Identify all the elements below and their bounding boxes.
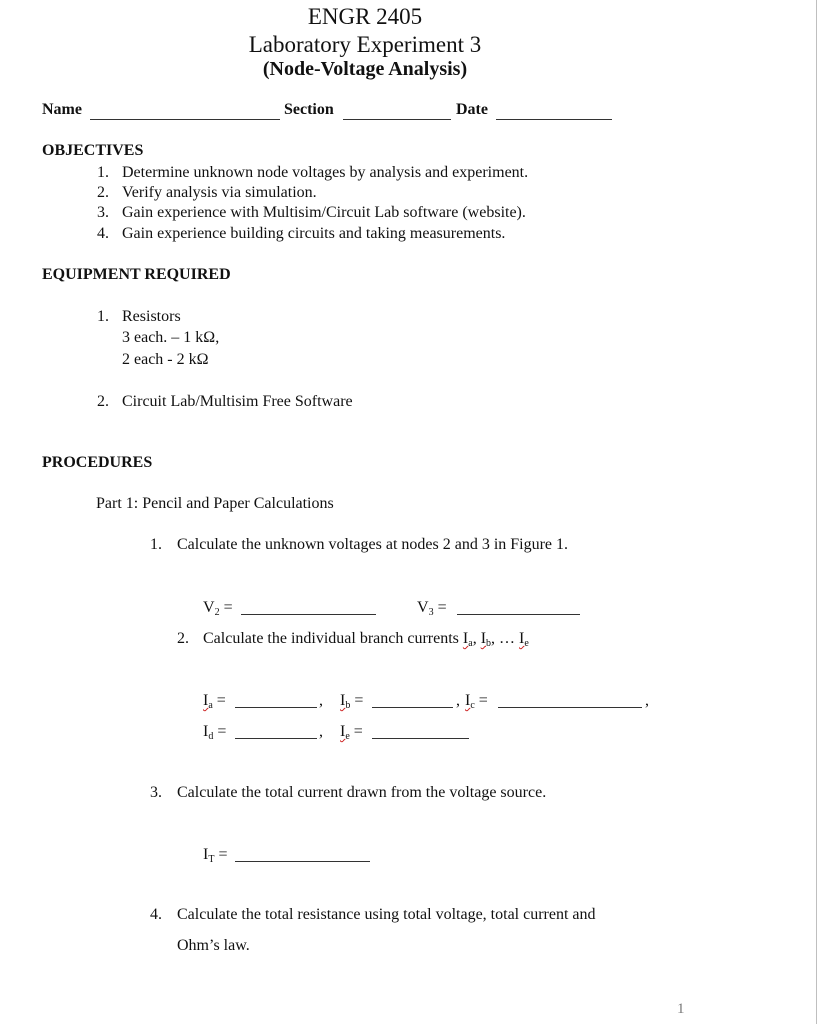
step-text-cont: Ohm’s law. [177, 937, 250, 954]
comma: , [456, 692, 460, 709]
page-number: 1 [677, 1001, 685, 1017]
ia-label: $I_a$ = [203, 692, 226, 711]
date-label: Date [456, 101, 488, 118]
lab-subtitle: (Node-Voltage Analysis) [262, 58, 468, 80]
step-num: 1. [150, 536, 162, 553]
step-num: 4. [150, 906, 162, 923]
equipment-item: Resistors [122, 308, 181, 325]
ie-label: $I_e$ = [340, 723, 363, 742]
ie-answer-field[interactable] [372, 738, 469, 739]
step-text-branch: Calculate the individual branch currents $I_a$, $I_b$, … $I_e$ [203, 630, 529, 649]
comma: , [645, 692, 649, 709]
page-edge [816, 0, 817, 1024]
course-code: ENGR 2405 [307, 4, 423, 29]
it-label: $I_T$ = [203, 846, 228, 865]
equipment-heading: EQUIPMENT REQUIRED [42, 266, 231, 283]
id-answer-field[interactable] [235, 738, 317, 739]
ib-answer-field[interactable] [372, 707, 453, 708]
name-field[interactable] [90, 119, 280, 120]
step-text: Calculate the total resistance using total voltage, total current and [177, 906, 596, 923]
objectives-heading: OBJECTIVES [42, 142, 144, 159]
step-text: Calculate the total current drawn from the voltage source. [177, 784, 547, 801]
objective-item: Determine unknown node voltages by analysis and experiment. [122, 164, 529, 181]
date-field[interactable] [496, 119, 612, 120]
objective-num: 1. [97, 164, 109, 181]
comma: , [319, 723, 323, 740]
objective-item: Gain experience building circuits and taking measurements. [122, 225, 506, 242]
objective-num: 4. [97, 225, 109, 242]
equipment-item: Circuit Lab/Multisim Free Software [122, 393, 353, 410]
lab-title: Laboratory Experiment 3 [248, 32, 482, 57]
step-num: 2. [177, 630, 189, 647]
step-num: 3. [150, 784, 162, 801]
equipment-detail: 3 each. – 1 kΩ, [122, 329, 220, 346]
v2-label: $V_2$ = [203, 599, 233, 618]
step-text: Calculate the unknown voltages at nodes 2 and 3 in Figure 1. [177, 536, 569, 553]
ib-label: $I_b$ = [340, 692, 364, 711]
v2-answer-field[interactable] [241, 614, 376, 615]
ia-answer-field[interactable] [235, 707, 317, 708]
part1-heading: Part 1: Pencil and Paper Calculations [96, 495, 334, 512]
section-label: Section [284, 101, 334, 118]
v3-answer-field[interactable] [457, 614, 580, 615]
objective-item: Gain experience with Multisim/Circuit Lab software (website). [122, 204, 526, 221]
ic-answer-field[interactable] [498, 707, 642, 708]
procedures-heading: PROCEDURES [42, 454, 153, 471]
comma: , [319, 692, 323, 709]
equipment-num: 1. [97, 308, 109, 325]
equipment-num: 2. [97, 393, 109, 410]
it-answer-field[interactable] [235, 861, 370, 862]
v3-label: $V_3$ = [417, 599, 447, 618]
objective-num: 2. [97, 184, 109, 201]
equipment-detail: 2 each - 2 kΩ [122, 351, 209, 368]
id-label: $I_d$ = [203, 723, 227, 742]
objective-num: 3. [97, 204, 109, 221]
objective-item: Verify analysis via simulation. [122, 184, 317, 201]
section-field[interactable] [343, 119, 451, 120]
ic-label: $I_c$ = [465, 692, 488, 711]
name-label: Name [42, 101, 82, 118]
